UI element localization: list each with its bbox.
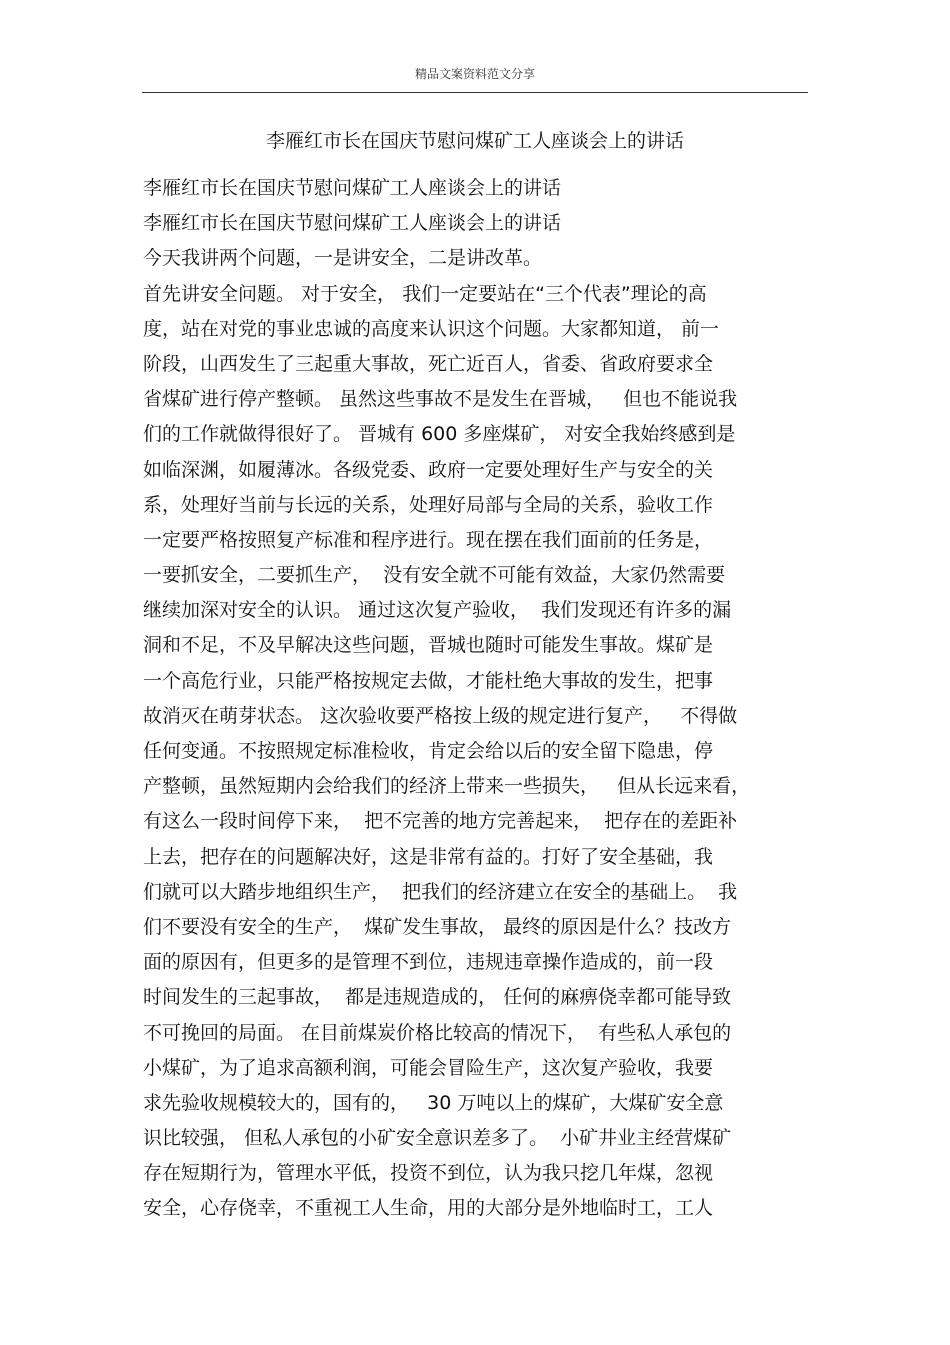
body-line: 继续加深对安全的认识。 通过这次复产验收， 我们发现还有许多的漏 (143, 599, 732, 622)
body-line: 洞和不足，不及早解决这些问题，晋城也随时可能发生事故。煤矿是 (143, 634, 714, 657)
body-line: 时间发生的三起事故， 都是违规造成的， 任何的麻痹侥幸都可能导致 (143, 986, 732, 1009)
body-line: 任何变通。不按照规定标准检收，肯定会给以后的安全留下隐患，停 (143, 740, 714, 762)
body-line: 省煤矿进行停产整顿。 虽然这些事故不是发生在晋城， 但也不能说我 (143, 388, 738, 411)
body-line: 们就可以大踏步地组织生产， 把我们的经济建立在安全的基础上。 我 (143, 880, 738, 903)
body-line: 们的工作就做得很好了。 晋城有 600 多座煤矿， 对安全我始终感到是 (143, 423, 736, 446)
body-line: 们不要没有安全的生产， 煤矿发生事故， 最终的原因是什么？技改方 (143, 915, 732, 938)
body-line: 系，处理好当前与长远的关系，处理好局部与全局的关系，验收工作 (143, 493, 714, 516)
body-line: 一定要严格按照复产标准和程序进行。现在摆在我们面前的任务是， (143, 528, 714, 551)
body-line: 度，站在对党的事业忠诚的高度来认识这个问题。大家都知道， 前一 (143, 317, 720, 340)
body-line: 小煤矿，为了追求高额利润，可能会冒险生产，这次复产验收，我要 (143, 1056, 714, 1079)
document-body (143, 171, 823, 1227)
body-line: 不可挽回的局面。 在目前煤炭价格比较高的情况下， 有些私人承包的 (143, 1021, 732, 1044)
body-line: 面的原因有，但更多的是管理不到位，违规违章操作造成的，前一段 (143, 951, 714, 974)
body-line: 求先验收规模较大的，国有的， 30 万吨以上的煤矿，大煤矿安全意 (143, 1091, 724, 1114)
body-line: 阶段，山西发生了三起重大事故，死亡近百人，省委、省政府要求全 (143, 352, 714, 375)
body-line: 识比较强， 但私人承包的小矿安全意识差多了。 小矿井业主经营煤矿 (143, 1127, 732, 1150)
body-line: 故消灭在萌芽状态。 这次验收要严格按上级的规定进行复产， 不得做 (143, 704, 738, 727)
body-line: 产整顿，虽然短期内会给我们的经济上带来一些损失， 但从长远来看， (143, 775, 751, 798)
page-header (142, 66, 808, 93)
body-line: 安全，心存侥幸，不重视工人生命，用的大部分是外地临时工，工人 (143, 1197, 714, 1220)
body-line: 上去，把存在的问题解决好，这是非常有益的。打好了安全基础，我 (143, 845, 714, 868)
body-line: 一要抓安全，二要抓生产， 没有安全就不可能有效益，大家仍然需要 (143, 564, 726, 587)
header-text: 精品文案资料范文分享 (414, 67, 535, 81)
body-line: 如临深渊，如履薄冰。各级党委、政府一定要处理好生产与安全的关 (143, 458, 714, 481)
body-line: 首先讲安全问题。 对于安全， 我们一定要站在“三个代表”理论的高 (143, 282, 707, 305)
body-line: 一个高危行业，只能严格按规定去做，才能杜绝大事故的发生，把事 (143, 669, 714, 692)
body-line: 李雁红市长在国庆节慰问煤矿工人座谈会上的讲话 (143, 177, 562, 199)
body-line: 存在短期行为，管理水平低，投资不到位，认为我只挖几年煤，忽视 (143, 1162, 714, 1185)
body-line: 李雁红市长在国庆节慰问煤矿工人座谈会上的讲话 (143, 212, 562, 235)
document-title: 李雁红市长在国庆节慰问煤矿工人座谈会上的讲话 (265, 130, 684, 152)
body-line: 今天我讲两个问题，一是讲安全，二是讲改革。 (143, 247, 543, 270)
body-line: 有这么一段时间停下来， 把不完善的地方完善起来， 把存在的差距补 (143, 810, 738, 833)
